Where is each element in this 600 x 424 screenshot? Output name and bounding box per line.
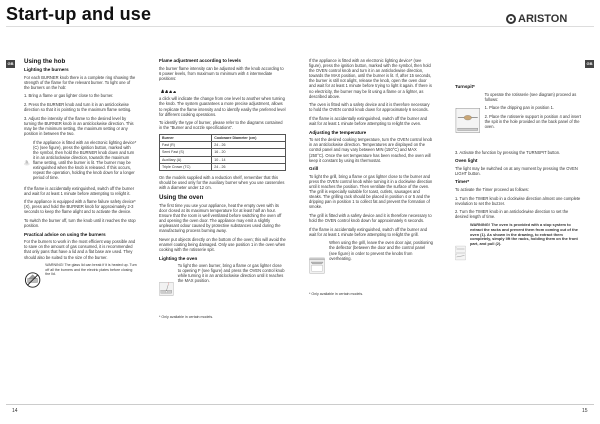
table-row [160,142,286,149]
subsection-heading: Practical advice on using the burners [24,231,106,237]
paragraph: To light the grill, bring a flame or gas lighter close to the burner and press the OVEN control knob while turning it in a clockwise direction until it reaches the position. Then ventilate the surface of the oven. The grill is especially suitable for toast, cutlets, sausages and steaks. The grilling rack should be placed in position 4 or 5 and the dripping pan in position 1 to collect fat and prevent the formation of smoke. [309,173,433,210]
table-cell: Fast (R) [160,142,212,149]
subsection-heading: Adjusting the temperature [309,129,367,135]
paragraph: If the flame is accidentally extinguished, switch off the burner and wait for at least 1 minute before attempting to relight it. [24,185,135,196]
table-header-cell: Cookware Diameter (cm) [212,134,286,141]
paragraph: 2. Press the BURNER knob and turn it in an anticlockwise direction so that it is pointing to the maximum flame setting. [24,101,132,113]
subsection-heading: Grill [309,166,319,172]
table-cell: 10 - 14 [212,156,286,163]
paragraph: To identify the type of burner, please refer to the diagrams contained in the "Burner and nozzle specifications". [159,120,283,131]
brand-name: ARISTON [518,13,568,25]
paragraph: If the appliance is fitted with an electronic lighting device* (see figure), press the ignition button, marked with the symbol, then hold the OVEN control knob and turn it in an anticlockwise direction, towards the MAX position, until the burner is lit. If, after 15 seconds, the burner is still not alight, release the knob, open the oven door and wait for at least 1 minute before trying to light it again. If there is no electricity, the burner may be lit using a flame or a lighter, as described above. [309,58,432,99]
paragraph: The grill is fitted with a safety device and it is therefore necessary to hold the OVEN control knob down for approximately 6 seconds. [309,212,432,224]
paragraph: When using the grill, leave the oven door ajar, positioning the deflector (between the door and the control panel (see figure) in order to prevent the knobs from overheating. [329,240,433,261]
section-heading: Using the hob [24,58,66,65]
turnspit-block [455,92,581,150]
rack-extraction-illustration [455,223,466,283]
burner-diameter-table [159,134,286,171]
subsection-heading: Turnspit* [455,84,475,89]
table-header-row [160,134,286,141]
column-2 [159,58,286,320]
table-cell: 16 - 20 [212,149,286,156]
subsection-heading: Lighting the burners [24,67,69,72]
burner-knob-illustration [24,140,30,186]
paragraph: The oven is fitted with a safety device and it is therefore necessary to hold the OVEN control knob down for approximately 6 seconds. [309,102,430,113]
page-number-right: 15 [582,408,588,414]
paragraph: 3. Adjust the intensity of the flame to the desired level by turning the BURNER knob in an anticlockwise direction. This may be the minimum setting, the maximum setting or any position in between the two. [24,115,134,136]
page-number-left: 14 [12,408,18,414]
table-cell: Semi Fast (S) [160,149,212,156]
paragraph: a click will indicate the change from one level to another when turning the knob. The system guarantees a more precise adjustment, allows to replicate the flame intensity and to identify easily the preferred level for different cooking operations. [159,96,286,117]
warning-text: WARNING! The glass lid can break if it is heated up. Turn off all the burners and the electric plates before closing the lid. [45,263,137,276]
paragraph: The first time you use your appliance, heat the empty oven with its door closed at its maximum temperature for at least half an hour. Ensure that the room is well ventilated before switching the oven off and opening the oven door. The appliance may emit a slightly unpleasant odour caused by protective substances used during the manufacturing process burning away. [159,202,282,234]
footnote: * Only available in certain models. [159,315,214,320]
paragraph: To set the desired cooking temperature, turn the OVEN control knob in an anticlockwise direction. Temperatures are displayed on the control panel and may vary between MIN (150°C) and MAX (250°C). Once the set temperature has been reached, the oven will keep it constant by using its thermostat. [309,137,433,163]
oven-burner-illustration [159,263,174,315]
footnote: * Only available in certain models. [309,292,364,297]
table-cell: 24 - 26 [212,163,286,170]
flame-levels-icon [159,84,179,94]
paragraph: If the appliance is equipped with a flame failure safety device* (X), press and hold the BURNER knob for approximately 2-3 seconds to keep the flame alight and to activate the device. [24,199,136,215]
table-row [160,156,286,163]
paragraph: 1. Turn the TIMER knob in a clockwise direction almost one complete revolution to set the buzzer. [455,195,581,206]
footer-divider [6,404,594,405]
lighting-block [24,140,137,186]
paragraph: 3. Activate the function by pressing the TURNSPIT button. [455,149,561,155]
paragraph: To activate the Timer proceed as follows: [455,187,529,193]
paragraph: To switch the burner off, turn the knob until it reaches the stop position. [24,218,136,229]
turnspit-steps [485,92,581,150]
column-1 [24,58,137,297]
paragraph: 2. Place the rotisserie support in position 4 and insert the spit in the hole provided on the back panel of the oven. [484,113,581,130]
paragraph: Never put objects directly on the bottom of the oven; this will avoid the enamel coating being damaged. Only use position 1 in the oven when cooking with the rotisserie spit. [159,236,286,252]
paragraph: If the flame is accidentally extinguished, switch off the burner and wait for at least 1 minute before attempting to relight the oven. [309,115,428,127]
table-header-cell: Burner [160,134,212,141]
table-row [160,149,286,156]
rotisserie-illustration [455,92,481,150]
column-3 [309,58,433,297]
header-divider [6,26,594,27]
subsection-heading: Lighting the oven [159,255,198,261]
svg-text:1: 1 [455,247,457,249]
paragraph: For the burners to work in the most efficient way possible and to save on the amount of gas consumed, it is recommended that only pans that have a lid and a flat base are used. They should also be suited to the size of the burner. [24,239,136,260]
table-cell: Auxiliary (A) [160,156,212,163]
paragraph: 1. Place the dripping pan in position 1. [484,105,555,111]
grill-deflector-illustration [309,240,325,292]
warning-block [455,223,581,283]
paragraph: the burner flame intensity can be adjusted with the knob according to 6 power levels, from maximum to minimum with 4 intermediate positions: [159,65,284,81]
no-closing-lid-icon [24,263,41,297]
subsection-heading: Timer* [455,179,470,185]
language-tag-left: GB [7,61,14,66]
grill-block [309,240,433,292]
oven-lighting-block [159,263,286,315]
paragraph: 2. Turn the TIMER knob in an anticlockwise direction to set the desired length of time. [455,209,569,220]
paragraph: The light may be switched on at any moment by pressing the OVEN LIGHT button. [455,165,578,176]
paragraph: If the flame is accidentally extinguished, switch off the burner and wait for at least 1 minute before attempting to relight the grill. [309,226,428,237]
paragraph: To light the oven burner, bring a flame or gas lighter close to opening F (see figure) and press the OVEN control knob while turning it in an anticlockwise direction until it reaches the MAX position. [177,263,285,284]
paragraph: 1. Bring a flame or gas lighter close to the burner. [24,93,114,99]
warning-text: WARNING! The oven is provided with a stop system to extract the racks and prevent them from coming out of the oven (1). As shown in the drawing, to extract them completely, simply lift the racks, holding them on the front part, and pull (2). [469,222,578,247]
section-heading: Flame adjustment according to levels [159,58,241,63]
paragraph: On the models supplied with a reduction shelf, remember that this should be used only for the auxiliary burner when you use casseroles with a diameter under 12 cm. [159,174,285,191]
language-tag-right: GB [586,61,593,66]
paragraph: For each BURNER knob there is a complete ring showing the strength of the flame for the relevant burner. To light one of the burners on the hob: [24,74,136,90]
paragraph: To operate the rotisserie (see diagram) proceed as follows: [484,91,577,102]
table-cell: 24 - 26 [212,142,286,149]
page-title: Start-up and use [6,4,152,24]
section-heading: Using the oven [159,193,204,201]
svg-text:2: 2 [455,255,457,257]
table-row [160,163,286,170]
column-4 [455,84,581,283]
warning-block [24,263,137,297]
brand-logo [506,13,567,25]
subsection-heading: Oven light [455,158,478,164]
ariston-logo-icon [506,14,516,24]
table-cell: Triple Crown (TC) [160,163,212,170]
paragraph: If the appliance is fitted with an electronic lighting device* (C) (see figure), press the ignition button, marked with the symbol, then hold the BURNER knob down and turn it in an anticlockwise direction, towards the maximum flame setting, until the burner is lit. The burner may be extinguished when the knob is released. If this occurs, repeat the operation, holding the knob down for a longer period of time. [32,139,137,181]
